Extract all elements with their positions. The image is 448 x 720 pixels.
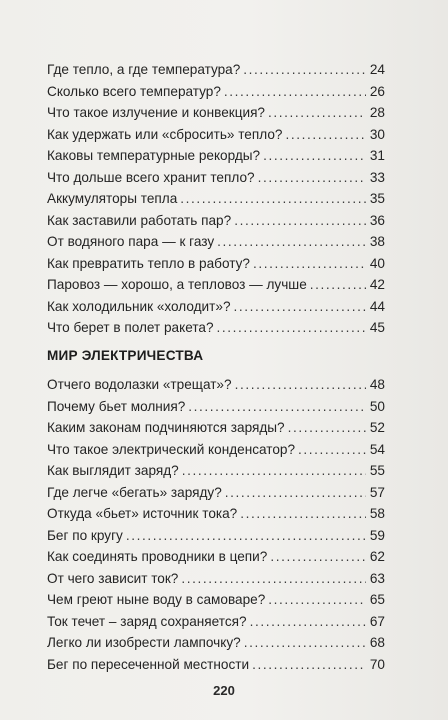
- toc-entry-title: Чем греют ныне воду в самоваре?: [47, 592, 266, 607]
- toc-entry: [47, 317, 385, 339]
- dot-leader: [268, 589, 366, 611]
- toc-entry-page: 54: [369, 441, 385, 457]
- toc-entry-page: 36: [369, 212, 385, 228]
- toc-entry-title: Ток течет – заряд сохраняется?: [47, 613, 247, 629]
- dot-leader: [182, 460, 366, 482]
- toc-entry: [47, 568, 385, 590]
- toc-entry-title: Откуда «бьет» источник тока?: [47, 506, 238, 521]
- dot-leader: [244, 632, 366, 654]
- toc-entry-title: Сколько всего температур?: [47, 83, 221, 99]
- toc-entry-page: 33: [369, 169, 385, 185]
- toc-entry: [47, 274, 385, 296]
- dot-leader: [253, 253, 366, 275]
- dot-leader: [252, 654, 366, 676]
- toc-entry-page: 62: [369, 549, 385, 564]
- toc-entry-page: 28: [369, 105, 385, 120]
- toc-entry: [47, 374, 385, 396]
- section-heading: МИР ЭЛЕКТРИЧЕСТВА: [47, 348, 204, 363]
- toc-entry: [47, 525, 385, 547]
- dot-leader: [250, 611, 366, 633]
- dot-leader: [217, 317, 366, 339]
- toc-entry-page: 26: [369, 83, 385, 99]
- toc-entry: [47, 589, 385, 611]
- toc-entry-title: Что такое электрический конденсатор?: [47, 441, 296, 457]
- toc-entry-page: 63: [369, 570, 385, 586]
- toc-entry: [47, 81, 385, 103]
- toc-entry-page: 58: [369, 506, 385, 521]
- toc-entry-title: Легко ли изобрести лампочку?: [47, 635, 241, 650]
- dot-leader: [224, 81, 366, 103]
- toc-entry-title: Бег по кругу: [47, 527, 123, 543]
- toc-entry-page: 24: [369, 62, 385, 77]
- toc-entry: [47, 546, 385, 568]
- dot-leader: [270, 546, 366, 568]
- toc-entry-page: 31: [369, 148, 385, 163]
- toc-entry-title: Паровоз — хорошо, а тепловоз — лучше: [47, 277, 307, 292]
- toc-entry: [47, 210, 385, 232]
- toc-entry-page: 70: [369, 656, 385, 672]
- toc-entry-title: Как холодильник «холодит»?: [47, 298, 231, 314]
- toc-entry-page: 42: [369, 277, 385, 292]
- dot-leader: [235, 374, 366, 396]
- toc-entry: [47, 296, 385, 318]
- toc-entry: [47, 632, 385, 654]
- toc-entry-title: От чего зависит ток?: [47, 570, 179, 586]
- toc-entry: [47, 417, 385, 439]
- toc-entry-title: Что такое излучение и конвекция?: [47, 105, 265, 120]
- dot-leader: [268, 102, 366, 124]
- toc-entry-page: 65: [369, 592, 385, 607]
- toc-entry: [47, 145, 385, 167]
- toc-entry-title: Где легче «бегать» заряду?: [47, 484, 222, 500]
- toc-entry: [47, 102, 385, 124]
- toc-entry-page: 67: [369, 613, 385, 629]
- toc-entry-page: 57: [369, 484, 385, 500]
- toc-entry: [47, 59, 385, 81]
- toc-entry-title: Где тепло, а где температура?: [47, 62, 241, 77]
- toc-entry-title: Почему бьет молния?: [47, 398, 186, 414]
- dot-leader: [243, 59, 366, 81]
- toc-entry-title: Бег по пересеченной местности: [47, 656, 250, 672]
- toc-list-electricity: [47, 374, 385, 675]
- toc-entry-title: Как превратить тепло в работу?: [47, 255, 250, 271]
- toc-entry: [47, 188, 385, 210]
- toc-entry: [47, 167, 385, 189]
- toc-entry-page: 68: [369, 635, 385, 650]
- toc-entry-title: Как выглядит заряд?: [47, 463, 179, 478]
- toc-entry: [47, 439, 385, 461]
- toc-entry: [47, 611, 385, 633]
- toc-entry-title: Каковы температурные рекорды?: [47, 148, 261, 163]
- toc-entry-title: Что дольше всего хранит тепло?: [47, 169, 255, 185]
- toc-entry-page: 30: [369, 126, 385, 142]
- dot-leader: [288, 417, 366, 439]
- toc-entry: [47, 231, 385, 253]
- toc-entry-page: 38: [369, 234, 385, 249]
- dot-leader: [285, 124, 366, 146]
- dot-leader: [234, 210, 366, 232]
- dot-leader: [181, 568, 366, 590]
- toc-entry-title: Каким законам подчиняются заряды?: [47, 420, 285, 435]
- toc-entry: [47, 460, 385, 482]
- toc-entry-page: 59: [369, 527, 385, 543]
- toc-entry-page: 40: [369, 255, 385, 271]
- toc-entry-page: 52: [369, 420, 385, 435]
- dot-leader: [310, 274, 366, 296]
- toc-entry: [47, 253, 385, 275]
- toc-entry-title: Что берет в полет ракета?: [47, 320, 214, 335]
- dot-leader: [263, 145, 366, 167]
- toc-entry: [47, 482, 385, 504]
- dot-leader: [180, 188, 366, 210]
- toc-entry-page: 48: [369, 377, 385, 392]
- toc-entry: [47, 503, 385, 525]
- toc-entry-page: 55: [369, 463, 385, 478]
- toc-entry-page: 44: [369, 298, 385, 314]
- toc-entry-page: 45: [369, 320, 385, 335]
- toc-entry-page: 50: [369, 398, 385, 414]
- toc-entry: [47, 124, 385, 146]
- dot-leader: [298, 439, 366, 461]
- toc-entry-title: Аккумуляторы тепла: [47, 191, 178, 206]
- dot-leader: [240, 503, 366, 525]
- dot-leader: [234, 296, 366, 318]
- toc-entry: [47, 654, 385, 676]
- toc-entry-title: Отчего водолазки «трещат»?: [47, 377, 232, 392]
- toc-entry-title: От водяного пара — к газу: [47, 234, 215, 249]
- dot-leader: [258, 167, 366, 189]
- dot-leader: [188, 396, 366, 418]
- toc-entry: [47, 396, 385, 418]
- toc-entry-title: Как соединять проводники в цепи?: [47, 549, 268, 564]
- page-number: 220: [213, 683, 235, 698]
- dot-leader: [126, 525, 366, 547]
- toc-list-heat: [47, 59, 385, 339]
- dot-leader: [225, 482, 366, 504]
- toc-entry-page: 35: [369, 191, 385, 206]
- toc-entry-title: Как заставили работать пар?: [47, 212, 232, 228]
- dot-leader: [217, 231, 366, 253]
- toc-entry-title: Как удержать или «сбросить» тепло?: [47, 126, 283, 142]
